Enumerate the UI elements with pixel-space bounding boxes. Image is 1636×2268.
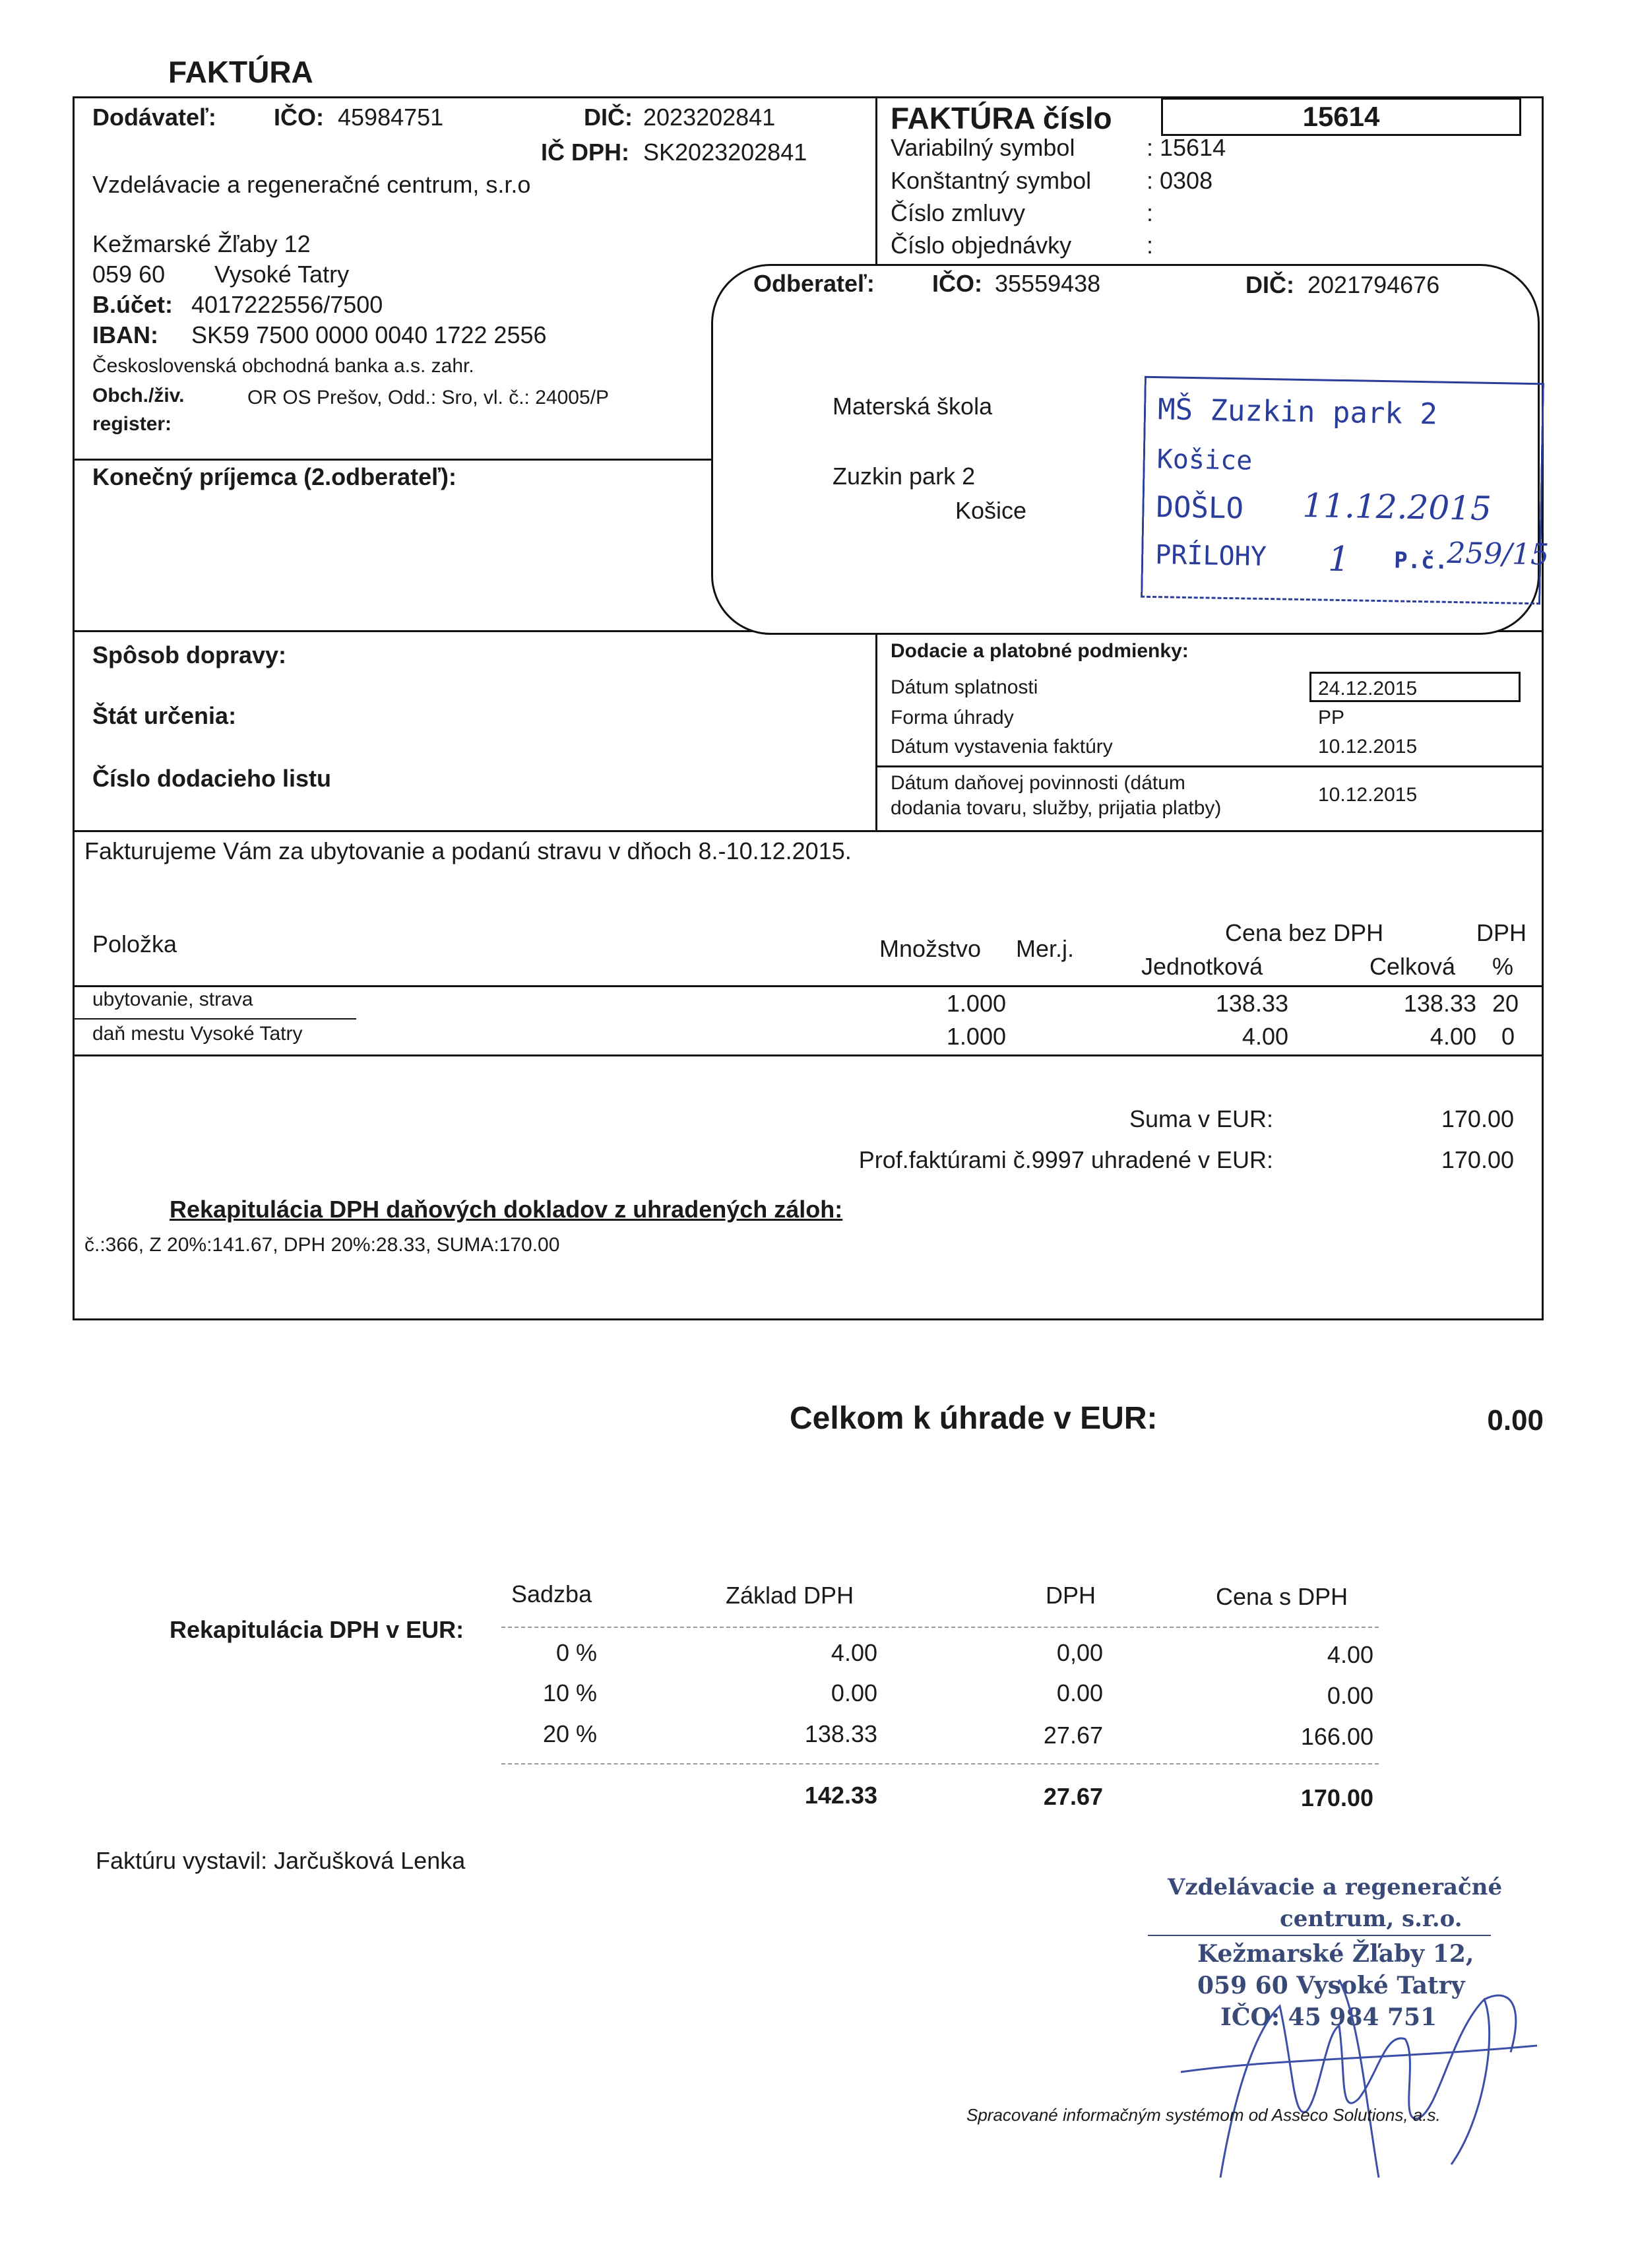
items-header-vat: DPH xyxy=(1476,919,1527,946)
order-label: Číslo objednávky xyxy=(891,232,1072,259)
item-quantity: 1.000 xyxy=(946,1023,1006,1050)
customer-city: Košice xyxy=(955,497,1027,524)
due-date: 24.12.2015 xyxy=(1318,678,1418,699)
footer-note: Spracované informačným systémom od Asseco Solutions, a.s. xyxy=(966,2105,1441,2125)
issue-date-label: Dátum vystavenia faktúry xyxy=(891,736,1113,758)
vat-recap-label: Rekapitulácia DPH v EUR: xyxy=(170,1616,464,1643)
vat-recap-vat: 0,00 xyxy=(1056,1639,1103,1666)
vat-recap-total-divider xyxy=(501,1763,1379,1765)
transport-method-label: Spôsob dopravy: xyxy=(92,641,287,668)
supplier-ico: 45984751 xyxy=(338,104,444,131)
items-header-vat-pct: % xyxy=(1492,953,1514,980)
vat-recap-gross: 4.00 xyxy=(1327,1641,1373,1668)
received-stamp-line3: DOŠLO xyxy=(1156,490,1244,526)
const-symbol-label: Konštantný symbol xyxy=(891,167,1092,194)
vat-recap-gross: 166.00 xyxy=(1300,1723,1373,1750)
received-stamp-line4: PRÍLOHY xyxy=(1154,540,1267,573)
supplier-name: Vzdelávacie a regeneračné centrum, s.r.o xyxy=(92,171,531,198)
supplier-register: OR OS Prešov, Odd.: Sro, vl. č.: 24005/P xyxy=(247,387,609,408)
vat-recap-header-rate: Sadzba xyxy=(511,1580,592,1607)
vat-recap-header-base: Základ DPH xyxy=(726,1582,854,1609)
supplier-register-label-1: Obch./živ. xyxy=(92,385,185,406)
contract-value: : xyxy=(1147,199,1154,226)
vat-recap-header-gross: Cena s DPH xyxy=(1216,1583,1348,1610)
items-bottom-line xyxy=(73,1054,1544,1056)
item-unit-price: 138.33 xyxy=(1215,990,1288,1017)
payment-form: PP xyxy=(1318,707,1345,729)
supplier-register-label-2: register: xyxy=(92,413,172,435)
tax-date-label-1: Dátum daňovej povinnosti (dátum xyxy=(891,772,1185,794)
transport-divider xyxy=(875,630,877,830)
frame-right-line xyxy=(1542,96,1544,1320)
frame-bottom-line xyxy=(73,1318,1544,1320)
supplier-city: Vysoké Tatry xyxy=(214,261,350,288)
supplier-icdph: SK2023202841 xyxy=(643,139,807,166)
recipient-separator xyxy=(73,459,719,461)
received-stamp-line1: MŠ Zuzkin park 2 xyxy=(1157,393,1438,432)
item-name: ubytovanie, strava xyxy=(92,988,253,1010)
supplier-dic-label: DIČ: xyxy=(584,104,633,131)
items-header-item: Položka xyxy=(92,930,177,957)
invoice-number-label: FAKTÚRA číslo xyxy=(891,101,1112,135)
company-stamp-line3: Kežmarské Žľaby 12, xyxy=(1197,1940,1474,1968)
received-stamp-ref: 259/15 xyxy=(1446,536,1550,572)
destination-state-label: Štát určenia: xyxy=(92,702,237,729)
var-symbol-label: Variabilný symbol xyxy=(891,134,1075,161)
customer-label: Odberateľ: xyxy=(753,270,875,297)
customer-dic: 2021794676 xyxy=(1307,271,1440,298)
customer-street: Zuzkin park 2 xyxy=(833,463,976,490)
items-top-line xyxy=(73,830,1544,832)
received-stamp-date: 11.12.2015 xyxy=(1302,486,1492,528)
vat-recap-total-gross: 170.00 xyxy=(1300,1784,1373,1811)
terms-heading: Dodacie a platobné podmienky: xyxy=(891,640,1189,662)
vat-recap-gross: 0.00 xyxy=(1327,1682,1373,1709)
vat-recap-rate: 0 % xyxy=(555,1639,597,1666)
final-recipient-label: Konečný príjemca (2.odberateľ): xyxy=(92,463,457,490)
items-header-price-wo-vat: Cena bez DPH xyxy=(1225,919,1384,946)
due-date-label: Dátum splatnosti xyxy=(891,676,1038,698)
vat-recap-rate: 20 % xyxy=(542,1720,597,1747)
company-stamp-line2: centrum, s.r.o. xyxy=(1280,1906,1463,1932)
sum-value: 170.00 xyxy=(1441,1105,1514,1132)
supplier-zip: 059 60 xyxy=(92,261,166,288)
items-header-unit-price: Jednotková xyxy=(1141,953,1263,980)
header-divider xyxy=(875,96,877,268)
received-stamp-ref-label: P.č. xyxy=(1393,547,1449,575)
terms-inner-line xyxy=(875,765,1544,767)
received-stamp xyxy=(1141,376,1550,605)
supplier-iban-label: IBAN: xyxy=(92,321,158,348)
items-header-quantity: Množstvo xyxy=(879,935,982,962)
tax-date-label-2: dodania tovaru, služby, prijatia platby) xyxy=(891,797,1222,819)
vat-recap-total-vat: 27.67 xyxy=(1043,1783,1103,1810)
issue-date: 10.12.2015 xyxy=(1318,736,1418,758)
delivery-note-label: Číslo dodacieho listu xyxy=(92,765,332,792)
items-header-unit: Mer.j. xyxy=(1016,935,1075,962)
due-date-box xyxy=(1309,672,1521,702)
sum-label: Suma v EUR: xyxy=(1129,1105,1273,1132)
supplier-account: 4017222556/7500 xyxy=(191,291,383,318)
company-stamp-line1: Vzdelávacie a regeneračné xyxy=(1168,1874,1503,1900)
supplier-iban: SK59 7500 0000 0040 1722 2556 xyxy=(191,321,547,348)
invoice-number: 15614 xyxy=(1302,101,1380,132)
supplier-account-label: B.účet: xyxy=(92,291,173,318)
item-name: daň mestu Vysoké Tatry xyxy=(92,1023,303,1045)
supplier-label: Dodávateľ: xyxy=(92,104,216,131)
company-stamp-line4: 059 60 Vysoké Tatry xyxy=(1197,1972,1465,1999)
item-vat: 0 xyxy=(1501,1023,1515,1050)
customer-name: Materská škola xyxy=(833,393,993,420)
company-stamp-line5: IČO: 45 984 751 xyxy=(1220,2003,1437,2031)
item-vat: 20 xyxy=(1492,990,1519,1017)
received-stamp-attachments: 1 xyxy=(1327,539,1350,580)
received-stamp-line2: Košice xyxy=(1156,444,1253,476)
var-symbol: : 15614 xyxy=(1147,134,1226,161)
issued-by: Faktúru vystavil: Jarčušková Lenka xyxy=(96,1847,466,1874)
customer-ico: 35559438 xyxy=(995,270,1101,297)
document-title: FAKTÚRA xyxy=(168,55,313,89)
supplier-dic: 2023202841 xyxy=(643,104,776,131)
signature xyxy=(1141,1900,1550,2204)
item-unit-price: 4.00 xyxy=(1242,1023,1288,1050)
item-quantity: 1.000 xyxy=(946,990,1006,1017)
payment-form-label: Forma úhrady xyxy=(891,707,1014,729)
tax-date: 10.12.2015 xyxy=(1318,784,1418,806)
item-total: 138.33 xyxy=(1403,990,1476,1017)
frame-left-line xyxy=(73,96,75,1320)
supplier-street: Kežmarské Žľaby 12 xyxy=(92,230,311,257)
prepaid-value: 170.00 xyxy=(1441,1146,1514,1173)
vat-recap-header-divider xyxy=(501,1627,1379,1628)
advance-recap-heading: Rekapitulácia DPH daňových dokladov z uhradených záloh: xyxy=(170,1196,843,1223)
supplier-icdph-label: IČ DPH: xyxy=(541,139,629,166)
customer-dic-label: DIČ: xyxy=(1245,271,1294,298)
vat-recap-total-base: 142.33 xyxy=(804,1782,877,1809)
supplier-bank: Československá obchodná banka a.s. zahr. xyxy=(92,355,474,377)
advance-recap-text: č.:366, Z 20%:141.67, DPH 20%:28.33, SUMA:170.00 xyxy=(84,1234,560,1256)
order-value: : xyxy=(1147,232,1154,259)
vat-recap-vat: 27.67 xyxy=(1043,1722,1103,1749)
prepaid-label: Prof.faktúrami č.9997 uhradené v EUR: xyxy=(858,1146,1273,1173)
items-header-total: Celková xyxy=(1369,953,1456,980)
const-symbol: : 0308 xyxy=(1147,167,1213,194)
supplier-ico-label: IČO: xyxy=(274,104,324,131)
invoice-number-box xyxy=(1161,98,1521,136)
vat-recap-vat: 0.00 xyxy=(1056,1679,1103,1706)
customer-ico-label: IČO: xyxy=(932,270,982,297)
item-row-separator xyxy=(73,1018,356,1020)
vat-recap-rate: 10 % xyxy=(542,1679,597,1706)
vat-recap-header-vat: DPH xyxy=(1046,1582,1096,1609)
grand-total-value: 0.00 xyxy=(1487,1404,1544,1437)
contract-label: Číslo zmluvy xyxy=(891,199,1026,226)
item-total: 4.00 xyxy=(1430,1023,1476,1050)
intro-text: Fakturujeme Vám za ubytovanie a podanú stravu v dňoch 8.-10.12.2015. xyxy=(84,837,852,864)
items-header-line xyxy=(73,985,1544,987)
grand-total-label: Celkom k úhrade v EUR: xyxy=(790,1401,1158,1436)
vat-recap-base: 0.00 xyxy=(831,1679,877,1706)
vat-recap-base: 4.00 xyxy=(831,1639,877,1666)
vat-recap-base: 138.33 xyxy=(804,1720,877,1747)
